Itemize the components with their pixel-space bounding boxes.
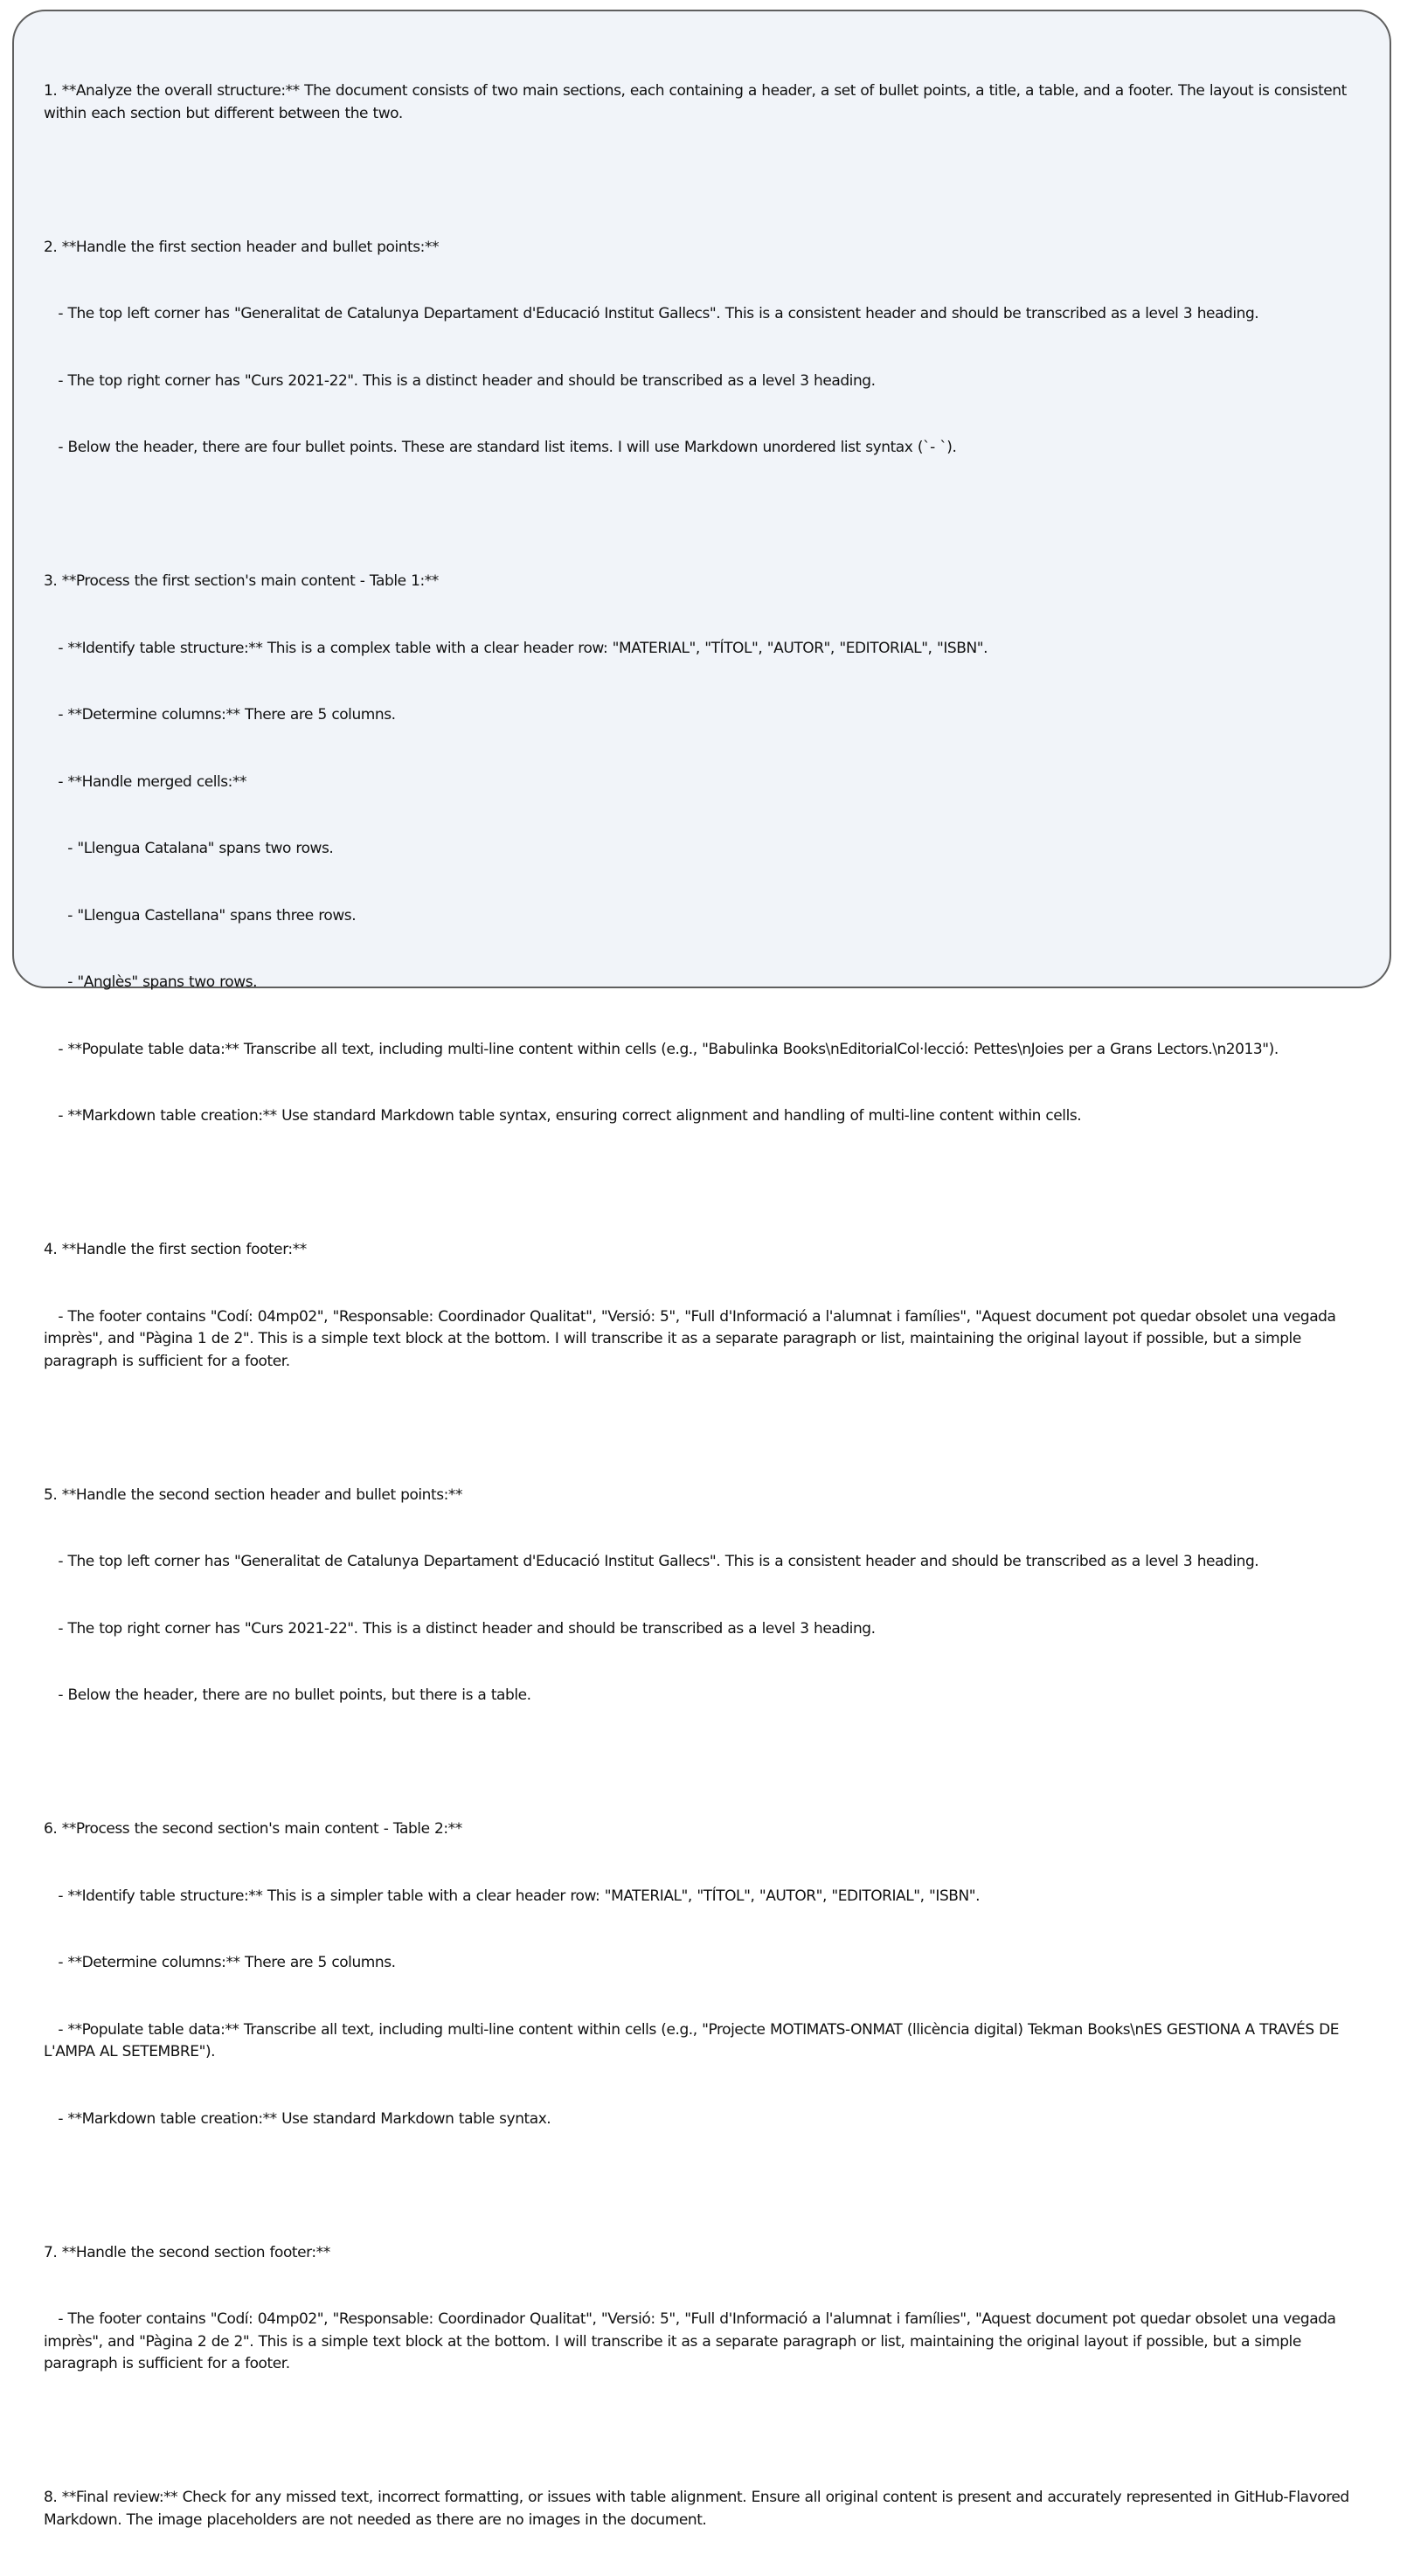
step-line: - **Handle merged cells:**	[44, 772, 247, 791]
reasoning-text	[44, 36, 1360, 2576]
step-line: - "Llengua Catalana" spans two rows.	[44, 840, 334, 857]
step-heading: 7. **Handle the second section footer:**	[44, 2243, 330, 2261]
step-line: - **Identify table structure:** This is a complex table with a clear header row: "MATERIAL", "TÍTOL", "AUTOR", "EDITORIAL", "ISBN".	[44, 639, 988, 657]
step-line: - **Determine columns:** There are 5 columns.	[44, 706, 396, 724]
step-1	[44, 36, 1360, 170]
step-line: - **Identify table structure:** This is a simpler table with a clear header row: "MATERIAL", "TÍTOL", "AUTOR", "EDITORIAL", "ISBN".	[44, 1887, 981, 1905]
step-heading: 6. **Process the second section's main content - Table 2:**	[44, 1820, 462, 1838]
step-heading: 1. **Analyze the overall structure:** The document consists of two main sections, each containing a header, a set of bullet points, a title, a table, and a footer. The layout is consistent within each section but different between the two.	[44, 82, 1352, 122]
step-heading: 5. **Handle the second section header and bullet points:**	[44, 1485, 463, 1504]
step-line: - The top right corner has "Curs 2021-22". This is a distinct header and should be transcribed as a level 3 heading.	[44, 371, 876, 390]
step-line: - "Anglès" spans two rows.	[44, 973, 258, 991]
step-line: - The top left corner has "Generalitat de Catalunya Departament d'Educació Institut Gallecs". This is a consistent header and should be transcribed as a level 3 heading.	[44, 1553, 1259, 1570]
step-5	[44, 1440, 1360, 1752]
step-3	[44, 526, 1360, 1173]
step-6	[44, 1774, 1360, 2175]
step-line: - The top right corner has "Curs 2021-22". This is a distinct header and should be transcribed as a level 3 heading.	[44, 1619, 876, 1638]
step-line: - Below the header, there are no bullet points, but there is a table.	[44, 1686, 531, 1704]
step-line: - "Llengua Castellana" spans three rows.	[44, 906, 357, 924]
step-line: - **Determine columns:** There are 5 columns.	[44, 1954, 396, 1971]
step-line: - **Populate table data:** Transcribe all text, including multi-line content within cells (e.g., "Babulinka Books\nEditorialCol·lecció: Pettes\nJoies per a Grans Lectors.\n2013").	[44, 1040, 1279, 1058]
step-heading: 2. **Handle the first section header and bullet points:**	[44, 238, 440, 256]
step-heading: 8. **Final review:** Check for any missed text, incorrect formatting, or issues with table alignment. Ensure all original content is present and accurately represented in GitHub-Flavored Markdown. The image placeholders are not needed as there are no images in the document.	[44, 2489, 1355, 2529]
step-line: - The top left corner has "Generalitat de Catalunya Departament d'Educació Institut Gallecs". This is a consistent header and should be transcribed as a level 3 heading.	[44, 305, 1259, 322]
reasoning-card	[12, 10, 1391, 2529]
step-line: - **Populate table data:** Transcribe all text, including multi-line content within cells (e.g., "Projecte MOTIMATS-ONMAT (llicència digital) Tekman Books\nES GESTIONA A TRAVÉS DE L'AMPA AL SETEMBRE").	[44, 2020, 1344, 2060]
step-line: - The footer contains "Codí: 04mp02", "Responsable: Coordinador Qualitat", "Versió: 5", "Full d'Informació a l'alumnat i famílies", "Aquest document pot quedar obsolet una vegada imprès", and "Pàgina 2 de 2". This is a simple text block at the bottom. I will transcribe it as a separate paragraph or list, maintaining the original layout if possible, but a simple paragraph is sufficient for a footer.	[44, 2310, 1341, 2372]
step-2	[44, 192, 1360, 504]
step-line: - **Markdown table creation:** Use standard Markdown table syntax.	[44, 2109, 551, 2128]
step-line: - Below the header, there are four bullet points. These are standard list items. I will use Markdown unordered list syntax (`- `).	[44, 439, 957, 456]
step-heading: 3. **Process the first section's main content - Table 1:**	[44, 572, 439, 590]
step-4	[44, 1195, 1360, 1417]
step-heading: 4. **Handle the first section footer:**	[44, 1241, 307, 1258]
step-8	[44, 2442, 1360, 2576]
step-line: - **Markdown table creation:** Use standard Markdown table syntax, ensuring correct alignment and handling of multi-line content within cells.	[44, 1107, 1082, 1125]
step-line: - The footer contains "Codí: 04mp02", "Responsable: Coordinador Qualitat", "Versió: 5", "Full d'Informació a l'alumnat i famílies", "Aquest document pot quedar obsolet una vegada imprès", and "Pàgina 1 de 2". This is a simple text block at the bottom. I will transcribe it as a separate paragraph or list, maintaining the original layout if possible, but a simple paragraph is sufficient for a footer.	[44, 1307, 1341, 1370]
step-7	[44, 2198, 1360, 2420]
